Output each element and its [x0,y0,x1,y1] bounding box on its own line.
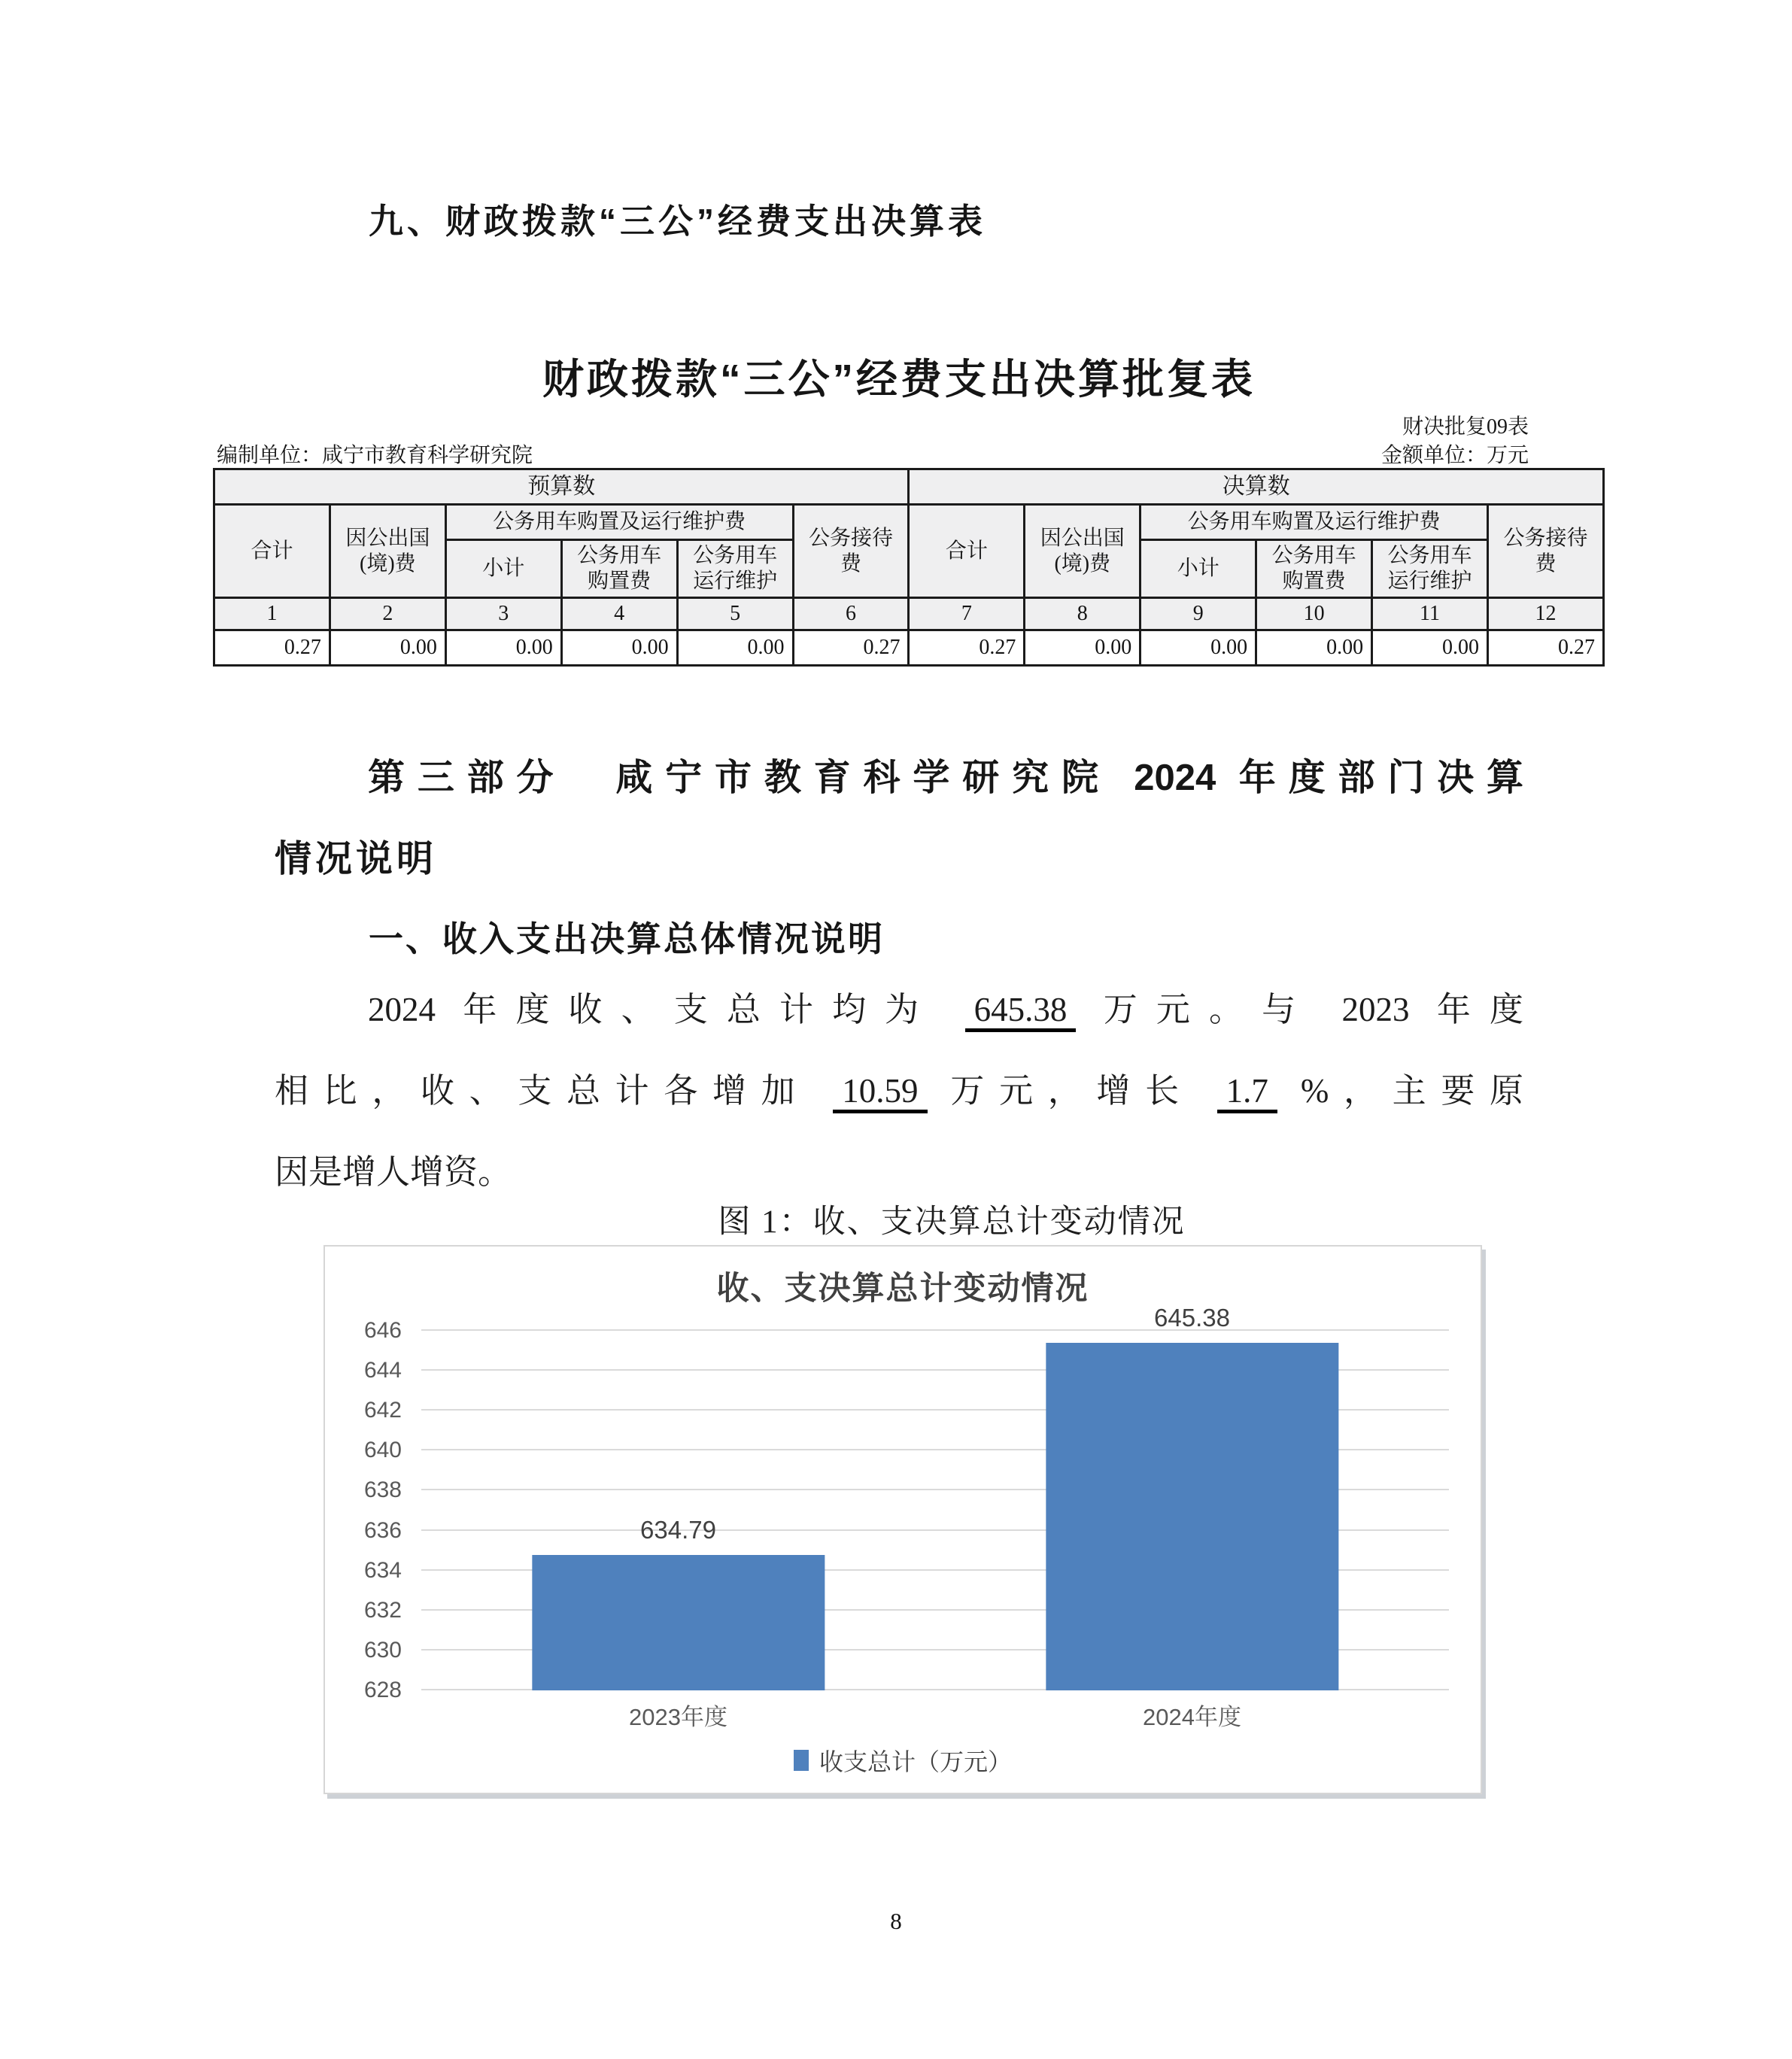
table-row-header-1 [214,505,1604,540]
text-run: 2024 年度收、支总计均为 [368,991,938,1028]
col-header-budget-vehicle-purchase: 公务用车购置费 [561,540,677,598]
value-cell: 0.00 [1256,630,1372,666]
y-tick-label: 628 [363,1678,402,1702]
text-run: %，主要原 [1300,1072,1523,1110]
col-header-final-vehicle-group: 公务用车购置及运行维护费 [1141,505,1488,540]
col-header-budget-vehicle-subtotal: 小计 [445,540,561,598]
part-three-heading-line1: 第三部分 咸宁市教育科学研究院 2024 年度部门决算 [368,758,1523,798]
section-nine-heading: 九、财政拨款“三公”经费支出决算表 [369,202,986,241]
chart-legend [325,1743,1481,1778]
summary-paragraph [275,969,1523,1213]
amount-unit: 金额单位：万元 [1380,444,1529,467]
paragraph-line-3: 因是增人增资。 [275,1153,512,1191]
col-number: 12 [1487,598,1603,630]
bar-value-label: 645.38 [1154,1304,1230,1332]
section-one-heading: 一、收入支出决算总体情况说明 [369,919,885,958]
value-cell: 0.00 [1372,630,1488,666]
y-tick-label: 640 [363,1438,402,1463]
col-number: 8 [1025,598,1141,630]
table-row-values [214,630,1604,666]
table-row-groups [214,469,1604,505]
y-tick-label: 644 [363,1358,402,1383]
col-number: 5 [677,598,793,630]
value-cell: 0.00 [677,630,793,666]
bar-2024 [1046,1343,1338,1690]
text-run: 万元。与 2023 年度 [1103,991,1523,1028]
value-cell: 0.27 [1487,630,1603,666]
col-number: 10 [1256,598,1372,630]
x-axis-labels-row [421,1698,1449,1732]
approval-table-title: 财政拨款“三公”经费支出决算批复表 [542,356,1256,402]
col-header-budget-total: 合计 [214,505,330,598]
col-header-final-vehicle-purchase: 公务用车购置费 [1256,540,1372,598]
value-cell: 0.00 [1025,630,1141,666]
bar-chart-container [323,1245,1482,1794]
x-axis-label: 2024年度 [1143,1704,1241,1730]
col-header-final-reception: 公务接待费 [1487,505,1603,598]
col-number: 6 [793,598,909,630]
group-header-budget: 预算数 [214,469,909,505]
col-number: 9 [1141,598,1256,630]
y-tick-label: 634 [363,1557,402,1583]
value-cell: 0.27 [214,630,330,666]
bar-2023 [532,1555,825,1690]
col-header-budget-abroad: 因公出国(境)费 [330,505,445,598]
sangong-approval-table [213,468,1605,667]
col-number: 3 [445,598,561,630]
text-run: 万元，增长 [950,1072,1194,1110]
group-header-final: 决算数 [909,469,1604,505]
col-header-final-total: 合计 [909,505,1025,598]
x-axis-label: 2023年度 [629,1704,727,1730]
part-three-heading-line2: 情况说明 [275,839,438,879]
value-cell: 0.27 [909,630,1025,666]
col-header-final-vehicle-maintain: 公务用车运行维护 [1372,540,1488,598]
figure-caption: 图 1：收、支决算总计变动情况 [718,1204,1186,1240]
col-number: 4 [561,598,677,630]
value-cell: 0.00 [1141,630,1256,666]
chart-plot [363,1304,1449,1702]
page-number: 8 [890,1908,902,1934]
prepared-by: 编制单位：咸宁市教育科学研究院 [217,444,533,467]
legend-label: 收支总计（万元） [819,1748,1012,1775]
y-tick-label: 642 [363,1398,402,1423]
value-cell: 0.00 [330,630,445,666]
col-header-final-vehicle-subtotal: 小计 [1141,540,1256,598]
col-number: 11 [1372,598,1488,630]
underlined-value-percent: 1.7 [1217,1072,1277,1113]
form-code: 财决批复09表 [1402,415,1529,439]
col-number: 7 [909,598,1025,630]
col-header-budget-vehicle-group: 公务用车购置及运行维护费 [445,505,793,540]
chart-title: 收、支决算总计变动情况 [716,1271,1089,1307]
bar-slot [421,1331,935,1690]
y-tick-label: 646 [363,1318,402,1343]
value-cell: 0.27 [793,630,909,666]
y-tick-label: 636 [363,1517,402,1543]
table-meta-row [217,439,1529,469]
col-number: 2 [330,598,445,630]
y-tick-label: 638 [363,1477,402,1503]
bar-slot [935,1304,1449,1690]
underlined-value-total: 645.38 [965,991,1077,1032]
value-cell: 0.00 [445,630,561,666]
legend-marker [794,1750,809,1771]
y-tick-label: 630 [363,1637,402,1663]
y-tick-label: 632 [363,1597,402,1623]
paragraph-line-2 [275,1050,1523,1131]
col-header-budget-vehicle-maintain: 公务用车运行维护 [677,540,793,598]
col-header-final-abroad: 因公出国(境)费 [1025,505,1141,598]
text-run: 相比，收、支总计各增加 [275,1072,810,1110]
bar-value-label: 634.79 [640,1515,716,1544]
paragraph-line-1 [275,969,1523,1050]
col-header-budget-reception: 公务接待费 [793,505,909,598]
underlined-value-increase: 10.59 [833,1072,927,1113]
value-cell: 0.00 [561,630,677,666]
table-row-column-numbers [214,598,1604,630]
col-number: 1 [214,598,330,630]
